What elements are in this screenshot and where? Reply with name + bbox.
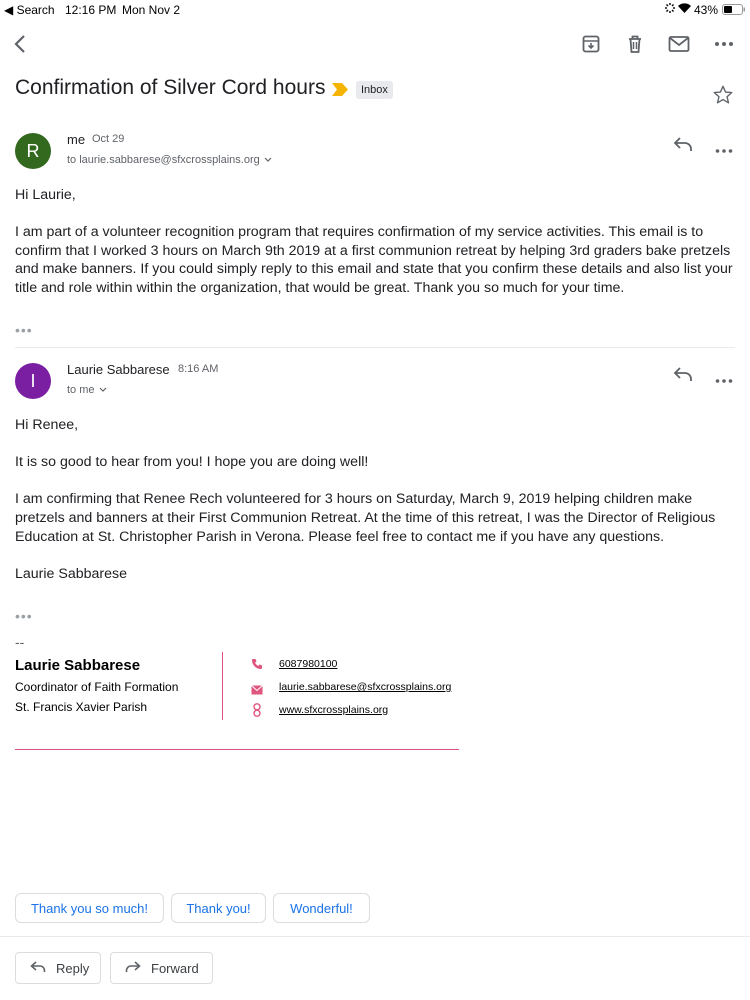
body-paragraph: Hi Renee, — [15, 417, 79, 433]
message-divider — [15, 347, 735, 348]
reply-button[interactable] — [15, 952, 101, 984]
inbox-label-badge[interactable]: Inbox — [356, 81, 393, 99]
signature-org: St. Francis Xavier Parish — [15, 700, 148, 714]
reply-icon — [30, 961, 46, 976]
recipient-text: to laurie.sabbarese@sfxcrossplains.org — [67, 154, 260, 166]
body-paragraph: It is so good to hear from you! I hope you are doing well! — [15, 454, 369, 471]
status-bar — [0, 0, 750, 20]
smart-reply-chip[interactable]: Wonderful! — [273, 893, 370, 923]
back-arrow-icon[interactable] — [4, 28, 36, 60]
reply-icon[interactable] — [673, 136, 693, 157]
message-body — [15, 416, 740, 583]
signature-vertical-rule — [222, 652, 223, 720]
message-date: Oct 29 — [92, 133, 125, 145]
reply-label: Reply — [56, 960, 90, 976]
signature-name: Laurie Sabbarese — [15, 657, 141, 674]
forward-label: Forward — [151, 960, 199, 976]
battery-percent: 43% — [694, 3, 719, 17]
signature-title: Coordinator of Faith Formation — [15, 680, 179, 694]
message-body — [15, 186, 740, 298]
phone-icon — [251, 657, 263, 675]
email-subject: Confirmation of Silver Cord hours — [15, 76, 326, 99]
recipient-text: to me — [67, 384, 95, 396]
avatar[interactable]: I — [15, 363, 51, 399]
battery-icon — [722, 4, 746, 18]
signature-bottom-rule — [15, 749, 459, 750]
wifi-icon — [677, 2, 692, 17]
recipient-line[interactable] — [67, 154, 272, 166]
chevron-down-icon — [99, 384, 107, 396]
smart-reply-chip[interactable]: Thank you! — [171, 893, 266, 923]
signal-icon — [664, 2, 676, 17]
message-date: 8:16 AM — [178, 363, 219, 375]
importance-marker-icon[interactable] — [332, 83, 348, 101]
link-icon — [252, 703, 262, 722]
bottom-divider — [0, 936, 750, 937]
body-paragraph: Laurie Sabbarese — [15, 565, 128, 582]
star-icon[interactable] — [712, 84, 734, 111]
delete-icon[interactable] — [619, 28, 651, 60]
sender-name: Laurie Sabbarese — [67, 362, 170, 377]
show-trimmed-content[interactable]: ••• — [15, 322, 33, 338]
avatar[interactable]: R — [15, 133, 51, 169]
forward-icon — [125, 961, 141, 976]
message-more-icon[interactable] — [715, 141, 733, 159]
signature-phone[interactable]: 6087980100 — [279, 658, 338, 670]
body-paragraph: I am part of a volunteer recognition program that requires confirmation of my service activities. This email is to confirm that I worked 3 hours on March 9th 2019 at a first communion retreat by helping 3rd graders bake pretzels and make banners. If you could simply reply to this email and state that you confirm these details and also list your title and role within within the organization, that would be great. Thank you so much for your time. — [15, 224, 733, 296]
archive-icon[interactable] — [575, 28, 607, 60]
status-back-search[interactable]: ◀ Search — [4, 3, 55, 17]
status-time: 12:16 PM — [65, 3, 117, 17]
mark-unread-icon[interactable] — [663, 28, 695, 60]
message-more-icon[interactable] — [715, 371, 733, 389]
recipient-line[interactable] — [67, 384, 107, 396]
reply-icon[interactable] — [673, 366, 693, 387]
signature-website[interactable]: www.sfxcrossplains.org — [279, 704, 389, 716]
body-paragraph: I am confirming that Renee Rech volunteered for 3 hours on Saturday, March 9, 2019 helping children make pretzels and banners at their First Communion Retreat. At the time of this retreat, I was the Director of Religious Education at St. Christopher Parish in Verona. Please feel free to contact me if you have any questions. — [15, 491, 716, 545]
sender-name: me — [67, 132, 86, 147]
show-trimmed-content[interactable]: ••• — [15, 608, 33, 624]
chevron-down-icon — [264, 154, 272, 166]
signature-email[interactable]: laurie.sabbarese@sfxcrossplains.org — [279, 681, 452, 693]
status-date: Mon Nov 2 — [122, 3, 181, 17]
email-icon — [251, 682, 263, 700]
signature-separator: -- — [15, 634, 25, 650]
more-icon[interactable] — [708, 28, 740, 60]
forward-button[interactable] — [110, 952, 213, 984]
smart-reply-chip[interactable]: Thank you so much! — [15, 893, 164, 923]
body-paragraph: Hi Laurie, — [15, 187, 76, 203]
